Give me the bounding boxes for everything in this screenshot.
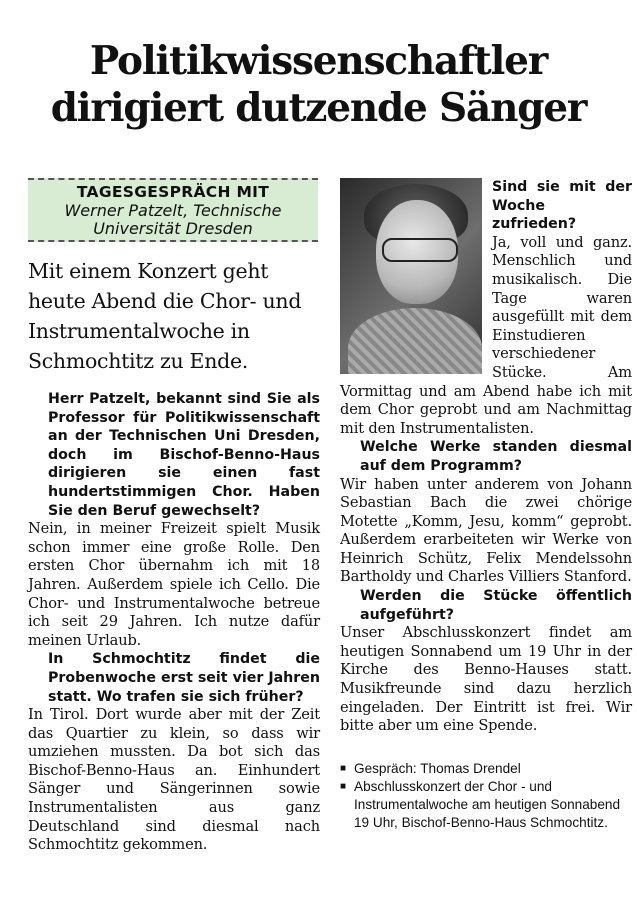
- portrait-shirt: [348, 308, 482, 374]
- article-notes: [340, 760, 632, 832]
- answer-2: In Tirol. Dort wurde aber mit der Zeit das Quartier zu klein, so dass wir umziehen mussten. Da bot sich das Bischof-Benno-Haus an. Einhundert Sänger und Sängerinnen sowie Instrumentalisten aus ganz Deutschland sind diesmal nach Schmochtitz gekommen.: [28, 706, 320, 854]
- note-author-text: Gespräch: Thomas Drendel: [354, 760, 521, 776]
- answer-1: Nein, in meiner Freizeit spielt Musik schon immer eine große Rolle. Den ersten Chor übernahm ich mit 18 Jahren. Außerdem spiele ich Cello. Die Chor- und Instrumentalwoche betreue ich seit 29 Jahren. Ich nutze dafür meinen Urlaub.: [28, 520, 320, 649]
- question-2: In Schmochtitz findet die Probenwoche erst seit vier Jahren statt. Wo trafen sie sich früher?: [48, 651, 320, 705]
- note-concert-text: Abschlusskonzert der Chor - und Instrumentalwoche am heutigen Sonnabend 19 Uhr, Bischof-Benno-Haus Schmochtitz.: [354, 778, 621, 830]
- article-headline: [0, 38, 637, 132]
- portrait-glasses: [382, 238, 458, 262]
- interview-infobox: [28, 178, 318, 242]
- headline-line-1: Politikwissenschaftler: [89, 38, 548, 84]
- right-column: [340, 178, 632, 832]
- infobox-name-line-1: Werner Patzelt, Technische: [64, 201, 282, 220]
- portrait-photo: [340, 178, 482, 374]
- answer-3: Ja, voll und ganz. Menschlich und musikalisch. Die Tage waren ausgefüllt mit dem Einstudieren verschiedener Stücke. Am Vormittag und am Abend habe ich mit dem Chor geprobt und am Nachmittag mit den Instrumentalisten.: [340, 233, 632, 437]
- lead-paragraph: Mit einem Konzert geht heute Abend die Chor- und Instrumentalwoche in Schmochtitz zu Ende.: [28, 259, 302, 373]
- note-author: [340, 760, 632, 778]
- answer-4: Wir haben unter anderem von Johann Sebastian Bach die zwei chörige Motette „Komm, Jesu, komm“ geprobt. Außerdem erarbeiteten wir Werke von Heinrich Schütz, Felix Mendelssohn Bartholdy und Charles Villiers Stanford.: [340, 475, 632, 586]
- infobox-kicker: TAGESGESPRÄCH MIT: [76, 183, 270, 201]
- left-column: [28, 178, 320, 855]
- bullet-square-icon: ■: [340, 762, 347, 774]
- question-3: Sind sie mit der Woche zufrieden?: [492, 179, 632, 233]
- answer-5: Unser Abschlusskonzert findet am heutigen Sonnabend um 19 Uhr in der Kirche des Benno-Hauses statt. Musikfreunde sind dazu herzlich eingeladen. Der Eintritt ist frei. Wir bitte aber um eine Spende.: [340, 624, 632, 735]
- headline-line-2: dirigiert dutzende Sänger: [50, 85, 587, 131]
- question-5: Werden die Stücke öffentlich aufgeführt?: [360, 588, 632, 623]
- question-1: Herr Patzelt, bekannt sind Sie als Professor für Politikwissenschaft an der Technischen Uni Dresden, doch im Bischof-Benno-Haus dirigieren sie einen fast hundertstimmigen Chor. Haben Sie den Beruf gewechselt?: [48, 391, 320, 519]
- infobox-name-line-2: Universität Dresden: [93, 219, 253, 238]
- bullet-square-icon: ■: [340, 780, 347, 792]
- note-concert: [340, 778, 632, 832]
- question-4: Welche Werke standen diesmal auf dem Programm?: [360, 439, 632, 474]
